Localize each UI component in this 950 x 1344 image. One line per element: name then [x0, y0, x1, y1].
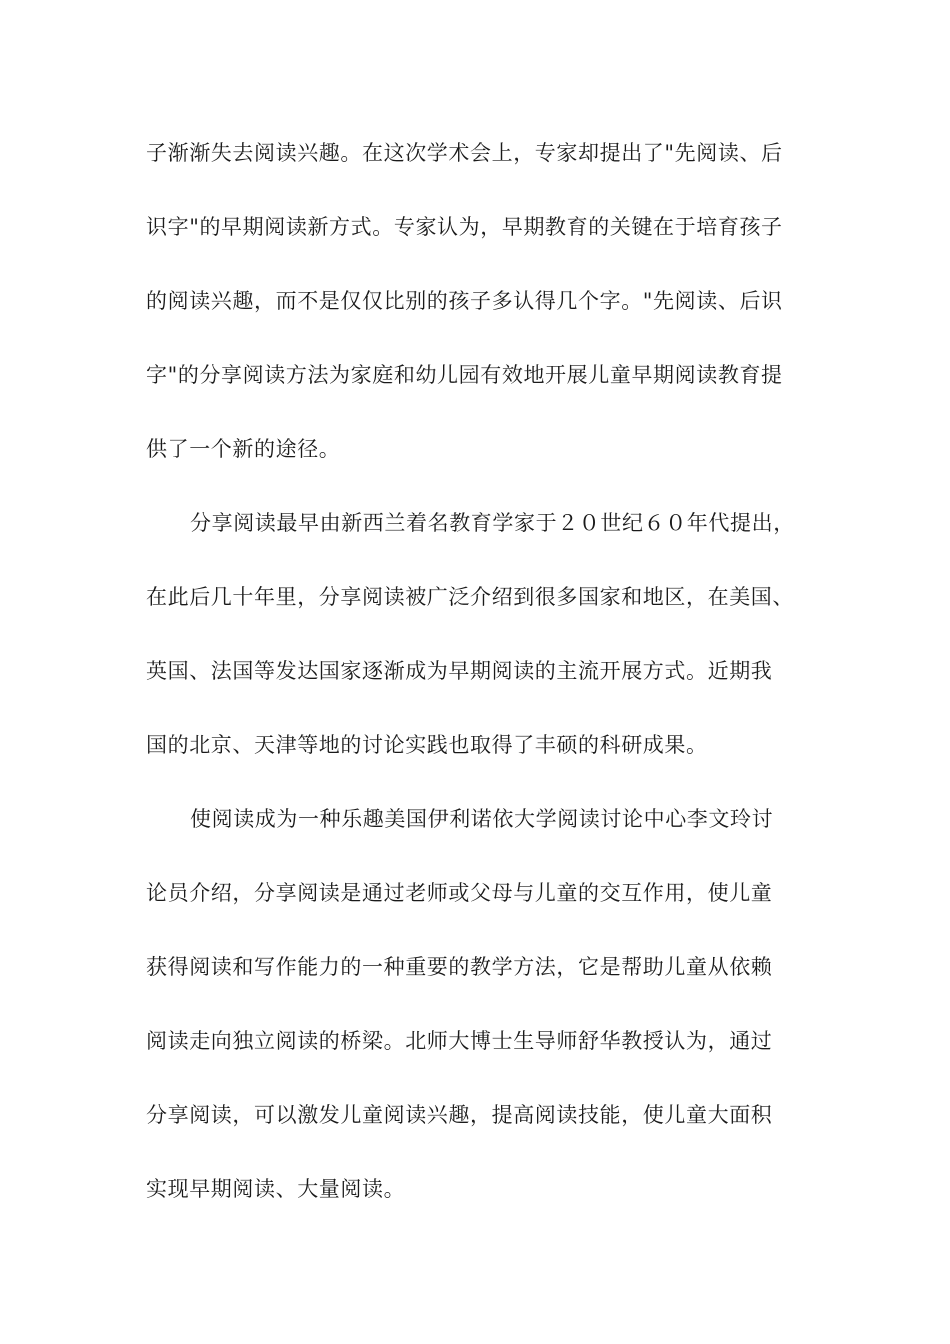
paragraph-1-line-5: 供了一个新的途径。 — [146, 437, 341, 461]
paragraph-1-line-2: 识字"的早期阅读新方式。专家认为，早期教育的关键在于培育孩子 — [146, 215, 783, 239]
paragraph-3-line-2: 论员介绍，分享阅读是通过老师或父母与儿童的交互作用，使儿童 — [146, 881, 773, 905]
paragraph-3-line-5: 分享阅读，可以激发儿童阅读兴趣，提高阅读技能，使儿童大面积 — [146, 1103, 773, 1127]
paragraph-2-line-4: 国的北京、天津等地的讨论实践也取得了丰硕的科研成果。 — [146, 733, 708, 757]
paragraph-2-line-3: 英国、法国等发达国家逐渐成为早期阅读的主流开展方式。近期我 — [146, 659, 773, 683]
paragraph-3-line-1: 使阅读成为一种乐趣美国伊利诺依大学阅读讨论中心李文玲讨 — [190, 807, 774, 831]
paragraph-1-line-4: 字"的分享阅读方法为家庭和幼儿园有效地开展儿童早期阅读教育提 — [146, 363, 783, 387]
paragraph-2-line-2: 在此后几十年里，分享阅读被广泛介绍到很多国家和地区，在美国、 — [146, 585, 794, 609]
paragraph-3-line-3: 获得阅读和写作能力的一种重要的教学方法，它是帮助儿童从依赖 — [146, 955, 773, 979]
paragraph-1-line-3: 的阅读兴趣，而不是仅仅比别的孩子多认得几个字。"先阅读、后识 — [146, 289, 783, 313]
paragraph-1-line-1: 子渐渐失去阅读兴趣。在这次学术会上，专家却提出了"先阅读、后 — [146, 141, 783, 165]
paragraph-2-line-1: 分享阅读最早由新西兰着名教育学家于２０世纪６０年代提出， — [190, 511, 795, 535]
paragraph-3-line-6: 实现早期阅读、大量阅读。 — [146, 1177, 406, 1201]
paragraph-3-line-4: 阅读走向独立阅读的桥梁。北师大博士生导师舒华教授认为，通过 — [146, 1029, 773, 1053]
